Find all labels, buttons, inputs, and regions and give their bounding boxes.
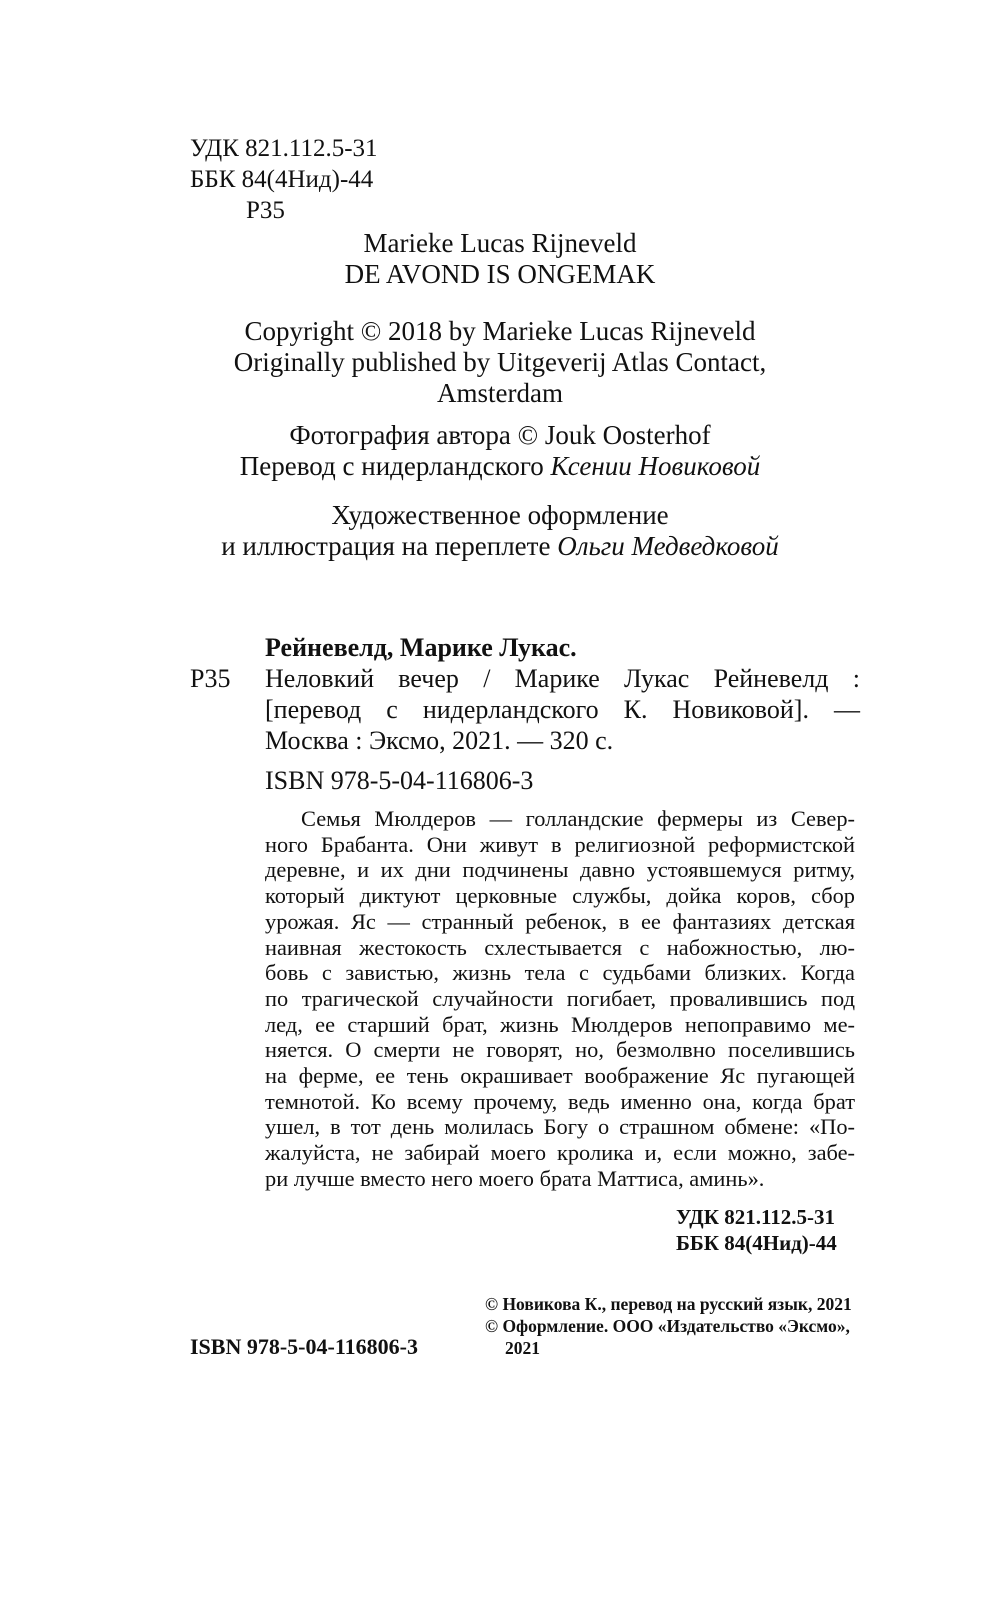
original-edition (0, 228, 1000, 290)
translation-credit (0, 451, 1000, 482)
annotation (265, 806, 855, 1192)
credits-design (0, 500, 1000, 562)
design-credit-line1: Художественное оформление (331, 500, 669, 530)
photo-credit: Фотография автора © Jouk Oosterhof (289, 420, 711, 450)
annotation-line: ушел, в тот день молилась Богу о страшном обмене: «По- (265, 1114, 855, 1140)
design-copyright: © Оформление. ООО «Издательство «Эксмо», (485, 1316, 850, 1336)
footer-isbn: ISBN 978-5-04-116806-3 (190, 1334, 418, 1359)
annotation-line: по трагической случайности погибает, провалившись под (265, 985, 855, 1011)
copyright-notices (485, 1293, 860, 1359)
classification-block (676, 1204, 837, 1256)
annotation-line: ри лучше вместо него моего брата Маттиса, аминь». (265, 1165, 765, 1191)
classification-codes (190, 133, 378, 226)
design-copyright-year: 2021 (505, 1338, 540, 1358)
catalog-line3: Москва : Эксмо, 2021. — 320 с. (265, 726, 614, 755)
annotation-line: жалуйста, не забирай моего кролика и, если можно, забе- (265, 1140, 855, 1166)
copyright-line: Copyright © 2018 by Marieke Lucas Rijneveld (244, 316, 756, 346)
annotation-line: на ферме, ее тень окрашивает воображение Яс пугающей (265, 1063, 855, 1089)
catalog-record (190, 632, 860, 756)
annotation-line: бовь с завистью, жизнь тела с судьбами близких. Когда (265, 960, 855, 986)
annotation-line: наивная жестокость схлестывается с набожностью, лю- (265, 934, 855, 960)
translation-copyright: © Новикова К., перевод на русский язык, 2021 (485, 1294, 852, 1314)
publisher-line: Originally published by Uitgeverij Atlas Contact, (233, 347, 767, 377)
annotation-line: урожая. Яс — странный ребенок, в ее фантазиях детская (265, 908, 855, 934)
bbk-code: ББК 84(4Нид)-44 (190, 166, 374, 193)
catalog-heading: Рейневелд, Марике Лукас. (265, 633, 577, 662)
bbk-bold: ББК 84(4Нид)-44 (676, 1231, 837, 1255)
catalog-line2: [перевод с нидерландского К. Новиковой]. — (265, 695, 860, 724)
design-prefix: и иллюстрация на переплете (221, 531, 558, 561)
publisher-city: Amsterdam (437, 378, 563, 408)
annotation-line: темнотой. Ко всему прочему, ведь именно она, когда брат (265, 1088, 855, 1114)
catalog-mark: Р35 (190, 664, 231, 693)
catalog-line1 (190, 663, 860, 694)
original-author: Marieke Lucas Rijneveld (363, 228, 637, 258)
original-title: DE AVOND IS ONGEMAK (344, 259, 656, 289)
udk-code: УДК 821.112.5-31 (190, 135, 378, 162)
annotation-line: лед, ее старший брат, жизнь Мюлдеров непоправимо ме- (265, 1011, 855, 1037)
design-credit-line2 (0, 531, 1000, 562)
annotation-line: который диктуют церковные службы, дойка коров, сбор (265, 883, 855, 909)
rights-notice (0, 316, 1000, 409)
annotation-line: деревне, и их дни подчинены давно устоявшемуся ритму, (265, 857, 855, 883)
translation-prefix: Перевод с нидерландского (239, 451, 551, 481)
author-mark: Р35 (246, 197, 285, 224)
annotation-line: Семья Мюлдеров — голландские фермеры из Север- (301, 806, 855, 831)
credits-photo-translation (0, 420, 1000, 482)
annotation-line: няется. О смерти не говорят, но, безмолвно поселившись (265, 1037, 855, 1063)
catalog-isbn: ISBN 978-5-04-116806-3 (265, 766, 534, 795)
designer-name: Ольги Медведковой (557, 531, 779, 561)
catalog-line1-text: Неловкий вечер / Марике Лукас Рейневелд : (265, 664, 860, 693)
udk-bold: УДК 821.112.5-31 (676, 1205, 836, 1229)
translator-name: Ксении Новиковой (550, 451, 761, 481)
annotation-line: ного Брабанта. Они живут в религиозной реформистской (265, 831, 855, 857)
